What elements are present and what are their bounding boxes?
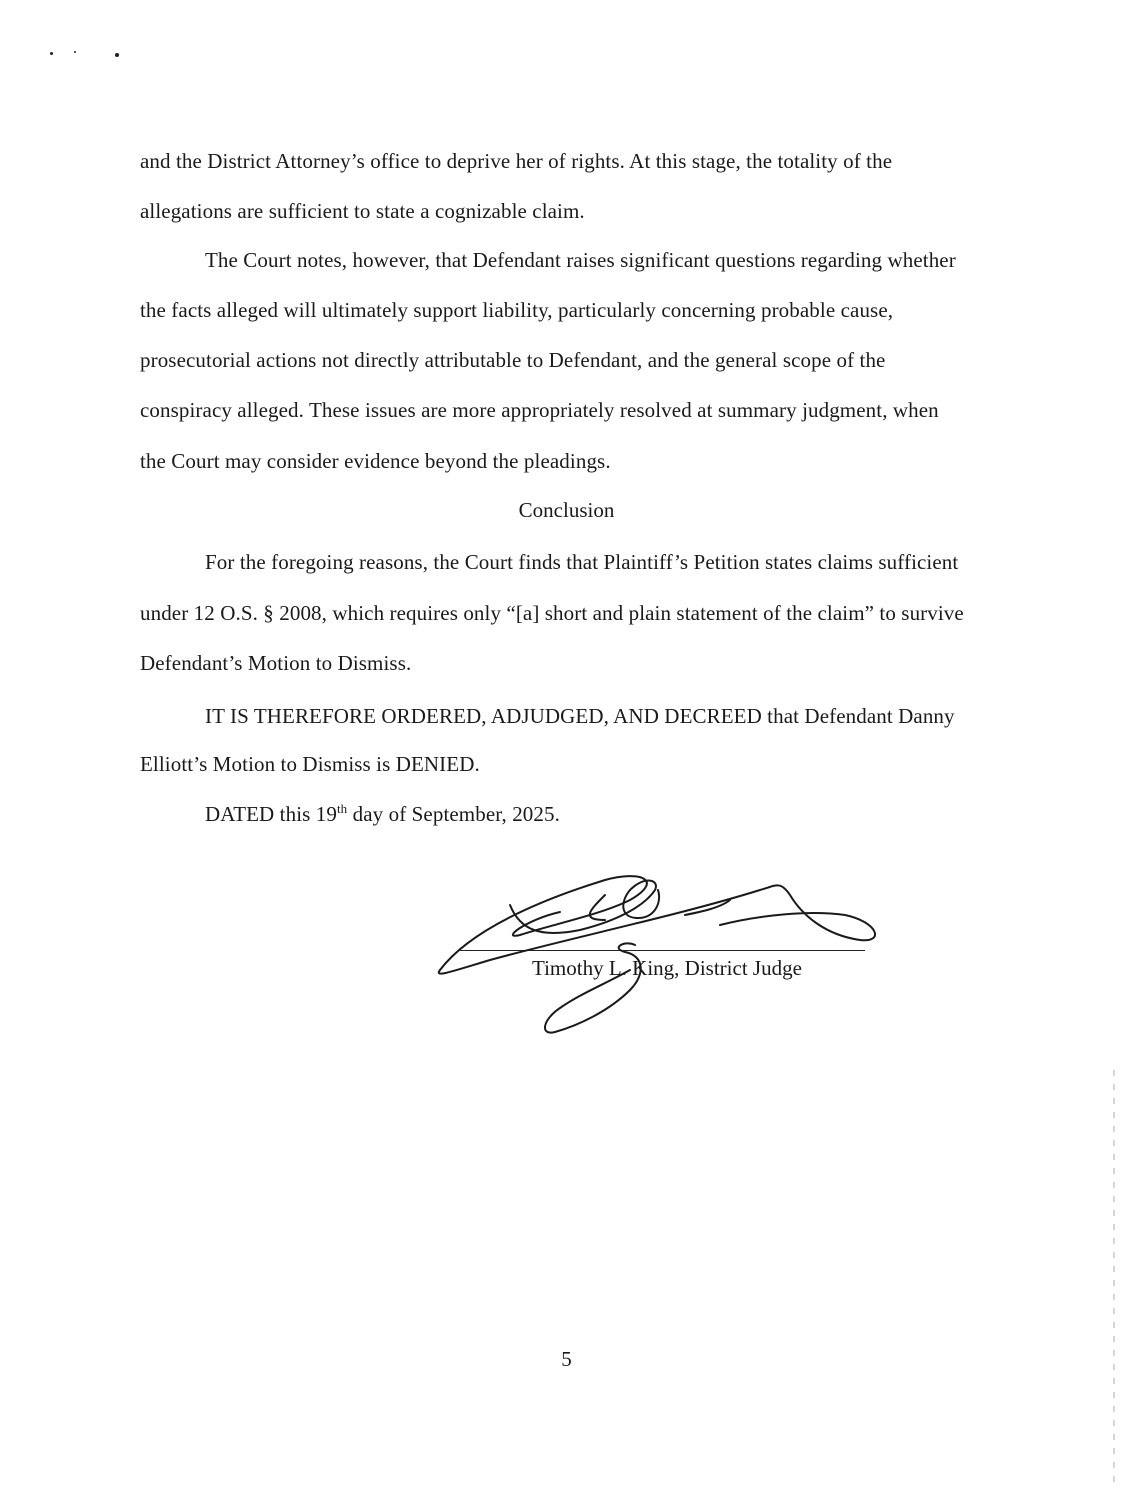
body-text-line: the Court may consider evidence beyond the pleadings. — [140, 449, 611, 473]
scan-speck — [115, 53, 119, 57]
order-text-line: Elliott’s Motion to Dismiss is DENIED. — [140, 752, 480, 776]
body-text-line: and the District Attorney’s office to deprive her of rights. At this stage, the totality of the — [140, 149, 893, 173]
dated-rest: day of September, 2025. — [347, 802, 560, 826]
order-text-line: IT IS THEREFORE ORDERED, ADJUDGED, AND DECREED that Defendant Danny — [205, 704, 955, 728]
body-text-line: under 12 O.S. § 2008, which requires only “[a] short and plain statement of the claim” to survive — [140, 601, 964, 625]
body-text-line: Defendant’s Motion to Dismiss. — [140, 651, 412, 675]
body-text-line: For the foregoing reasons, the Court finds that Plaintiff’s Petition states claims sufficient — [205, 550, 959, 574]
handwritten-signature — [430, 860, 890, 1050]
signatory-name-title: Timothy L. King, District Judge — [532, 956, 802, 980]
section-heading-conclusion: Conclusion — [518, 498, 615, 522]
body-text-line: the facts alleged will ultimately support liability, particularly concerning probable cause, — [140, 298, 894, 322]
body-text-line: The Court notes, however, that Defendant raises significant questions regarding whether — [205, 248, 956, 272]
dated-ordinal-suffix: th — [336, 801, 348, 816]
dated-prefix: DATED this 19 — [205, 802, 337, 826]
scan-edge-artifact — [1113, 1070, 1115, 1490]
scan-speck — [50, 52, 53, 55]
dated-line — [205, 801, 560, 827]
body-text-line: allegations are sufficient to state a cognizable claim. — [140, 199, 585, 223]
body-text-line: conspiracy alleged. These issues are more appropriately resolved at summary judgment, when — [140, 398, 939, 422]
page-number: 5 — [561, 1347, 572, 1371]
body-text-line: prosecutorial actions not directly attributable to Defendant, and the general scope of the — [140, 348, 886, 372]
scan-speck — [74, 51, 76, 53]
